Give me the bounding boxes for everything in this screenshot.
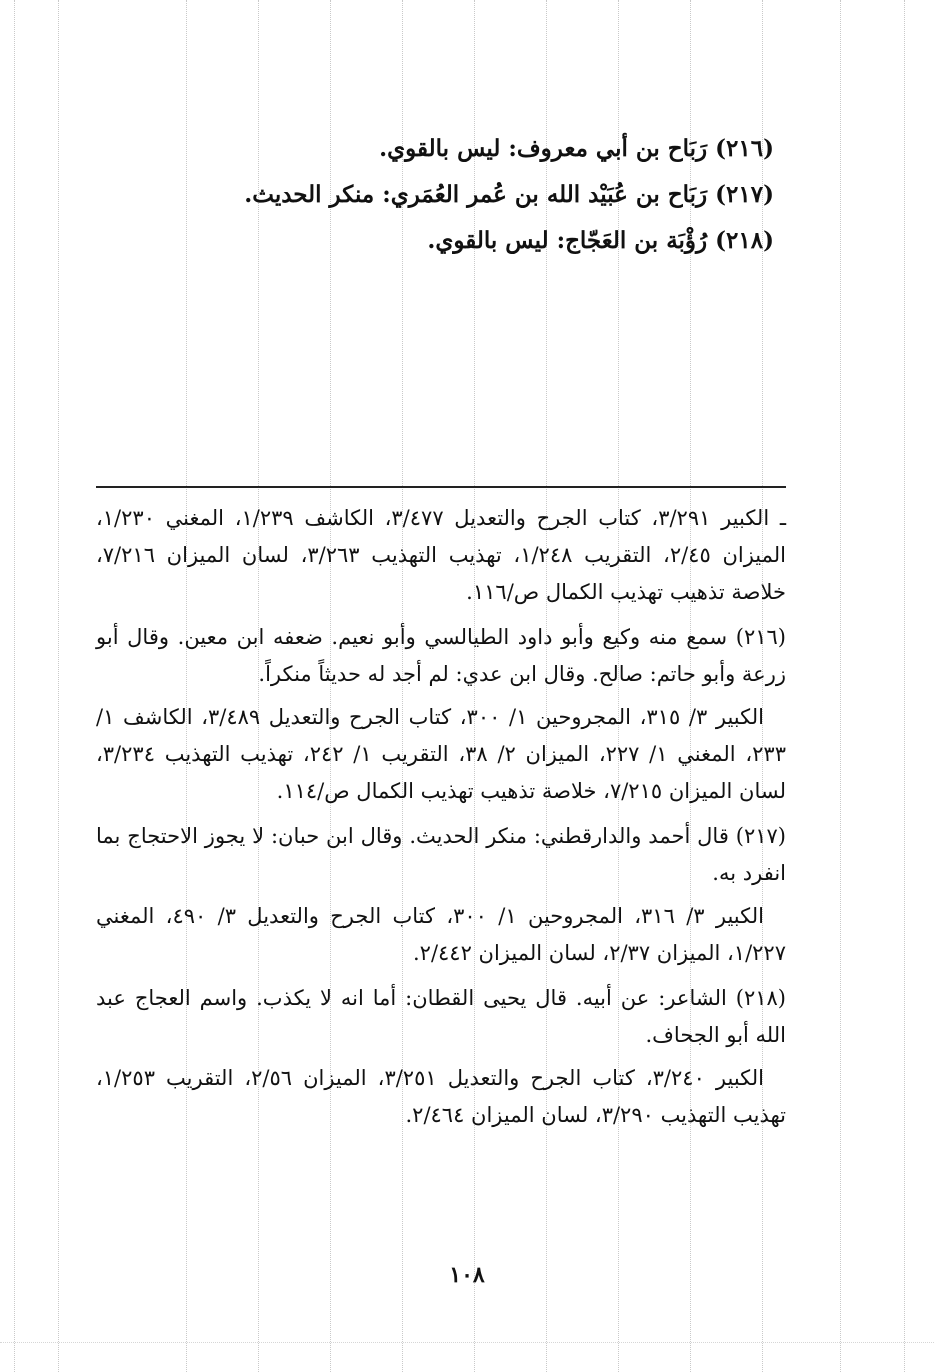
scan-guide-line xyxy=(840,0,841,1372)
scan-guide-line xyxy=(14,0,15,1372)
footnote-217-text: (٢١٧) قال أحمد والدارقطني: منكر الحديث. وقال ابن حبان: لا يجوز الاحتجاج بما انفرد به. xyxy=(96,824,786,885)
footnote-continued-sources: ـ الكبير ٣/٢٩١، كتاب الجرح والتعديل ٣/٤٧٧، الكاشف ١/٢٣٩، المغني ١/٢٣٠، الميزان ٢/٤٥، التقريب ١/٢٤٨، تهذيب التهذيب ٣/٢٦٣، لسان الميزان ٧/٢١٦، خلاصة تذهيب تهذيب الكمال ص/١١٦. xyxy=(96,506,787,604)
scan-guide-line xyxy=(904,0,905,1372)
narrator-entries xyxy=(200,126,774,264)
scan-guide-line xyxy=(0,1342,934,1343)
entry-216: (٢١٦) رَبَاح بن أبي معروف: ليس بالقوي. xyxy=(379,135,774,162)
footnote-218-text: (٢١٨) الشاعر: عن أبيه. قال يحيى القطان: أما انه لا يكذب. واسم العجاج عبد الله أبو الجحاف. xyxy=(96,986,786,1047)
scan-guide-line xyxy=(58,0,59,1372)
footnote-216-sources: الكبير ٣/ ٣١٥، المجروحين ١/ ٣٠٠، كتاب الجرح والتعديل ٣/٤٨٩، الكاشف ١/ ٢٣٣، المغني ١/ ٢٢٧، الميزان ٢/ ٣٨، التقريب ١/ ٢٤٢، تهذيب التهذيب ٣/٢٣٤، لسان الميزان ٧/٢١٥، خلاصة تذهيب تهذيب الكمال ص/١١٤. xyxy=(96,705,786,803)
footnote-separator xyxy=(96,486,786,488)
footnote-218-sources: الكبير ٣/٢٤٠، كتاب الجرح والتعديل ٣/٢٥١، الميزان ٢/٥٦، التقريب ١/٢٥٣، تهذيب التهذيب ٣/٢٩٠، لسان الميزان ٢/٤٦٤. xyxy=(96,1066,786,1127)
footnote-216-text: (٢١٦) سمع منه وكيع وأبو داود الطيالسي وأبو نعيم. ضعفه ابن معين. وقال أبو زرعة وأبو حاتم: صالح. وقال ابن عدي: لم أجد له حديثاً منكراً. xyxy=(96,625,786,686)
entry-218: (٢١٨) رُؤْبَة بن العَجّاج: ليس بالقوي. xyxy=(427,227,774,254)
entry-217: (٢١٧) رَبَاح بن عُبَيْد الله بن عُمر العُمَري: منكر الحديث. xyxy=(244,181,774,208)
footnote-217-sources: الكبير ٣/ ٣١٦، المجروحين ١/ ٣٠٠، كتاب الجرح والتعديل ٣/ ٤٩٠، المغني ١/٢٢٧، الميزان ٢/٣٧، لسان الميزان ٢/٤٤٢. xyxy=(96,904,786,965)
footnotes xyxy=(96,500,786,1142)
page-number: ١٠٨ xyxy=(449,1262,485,1288)
